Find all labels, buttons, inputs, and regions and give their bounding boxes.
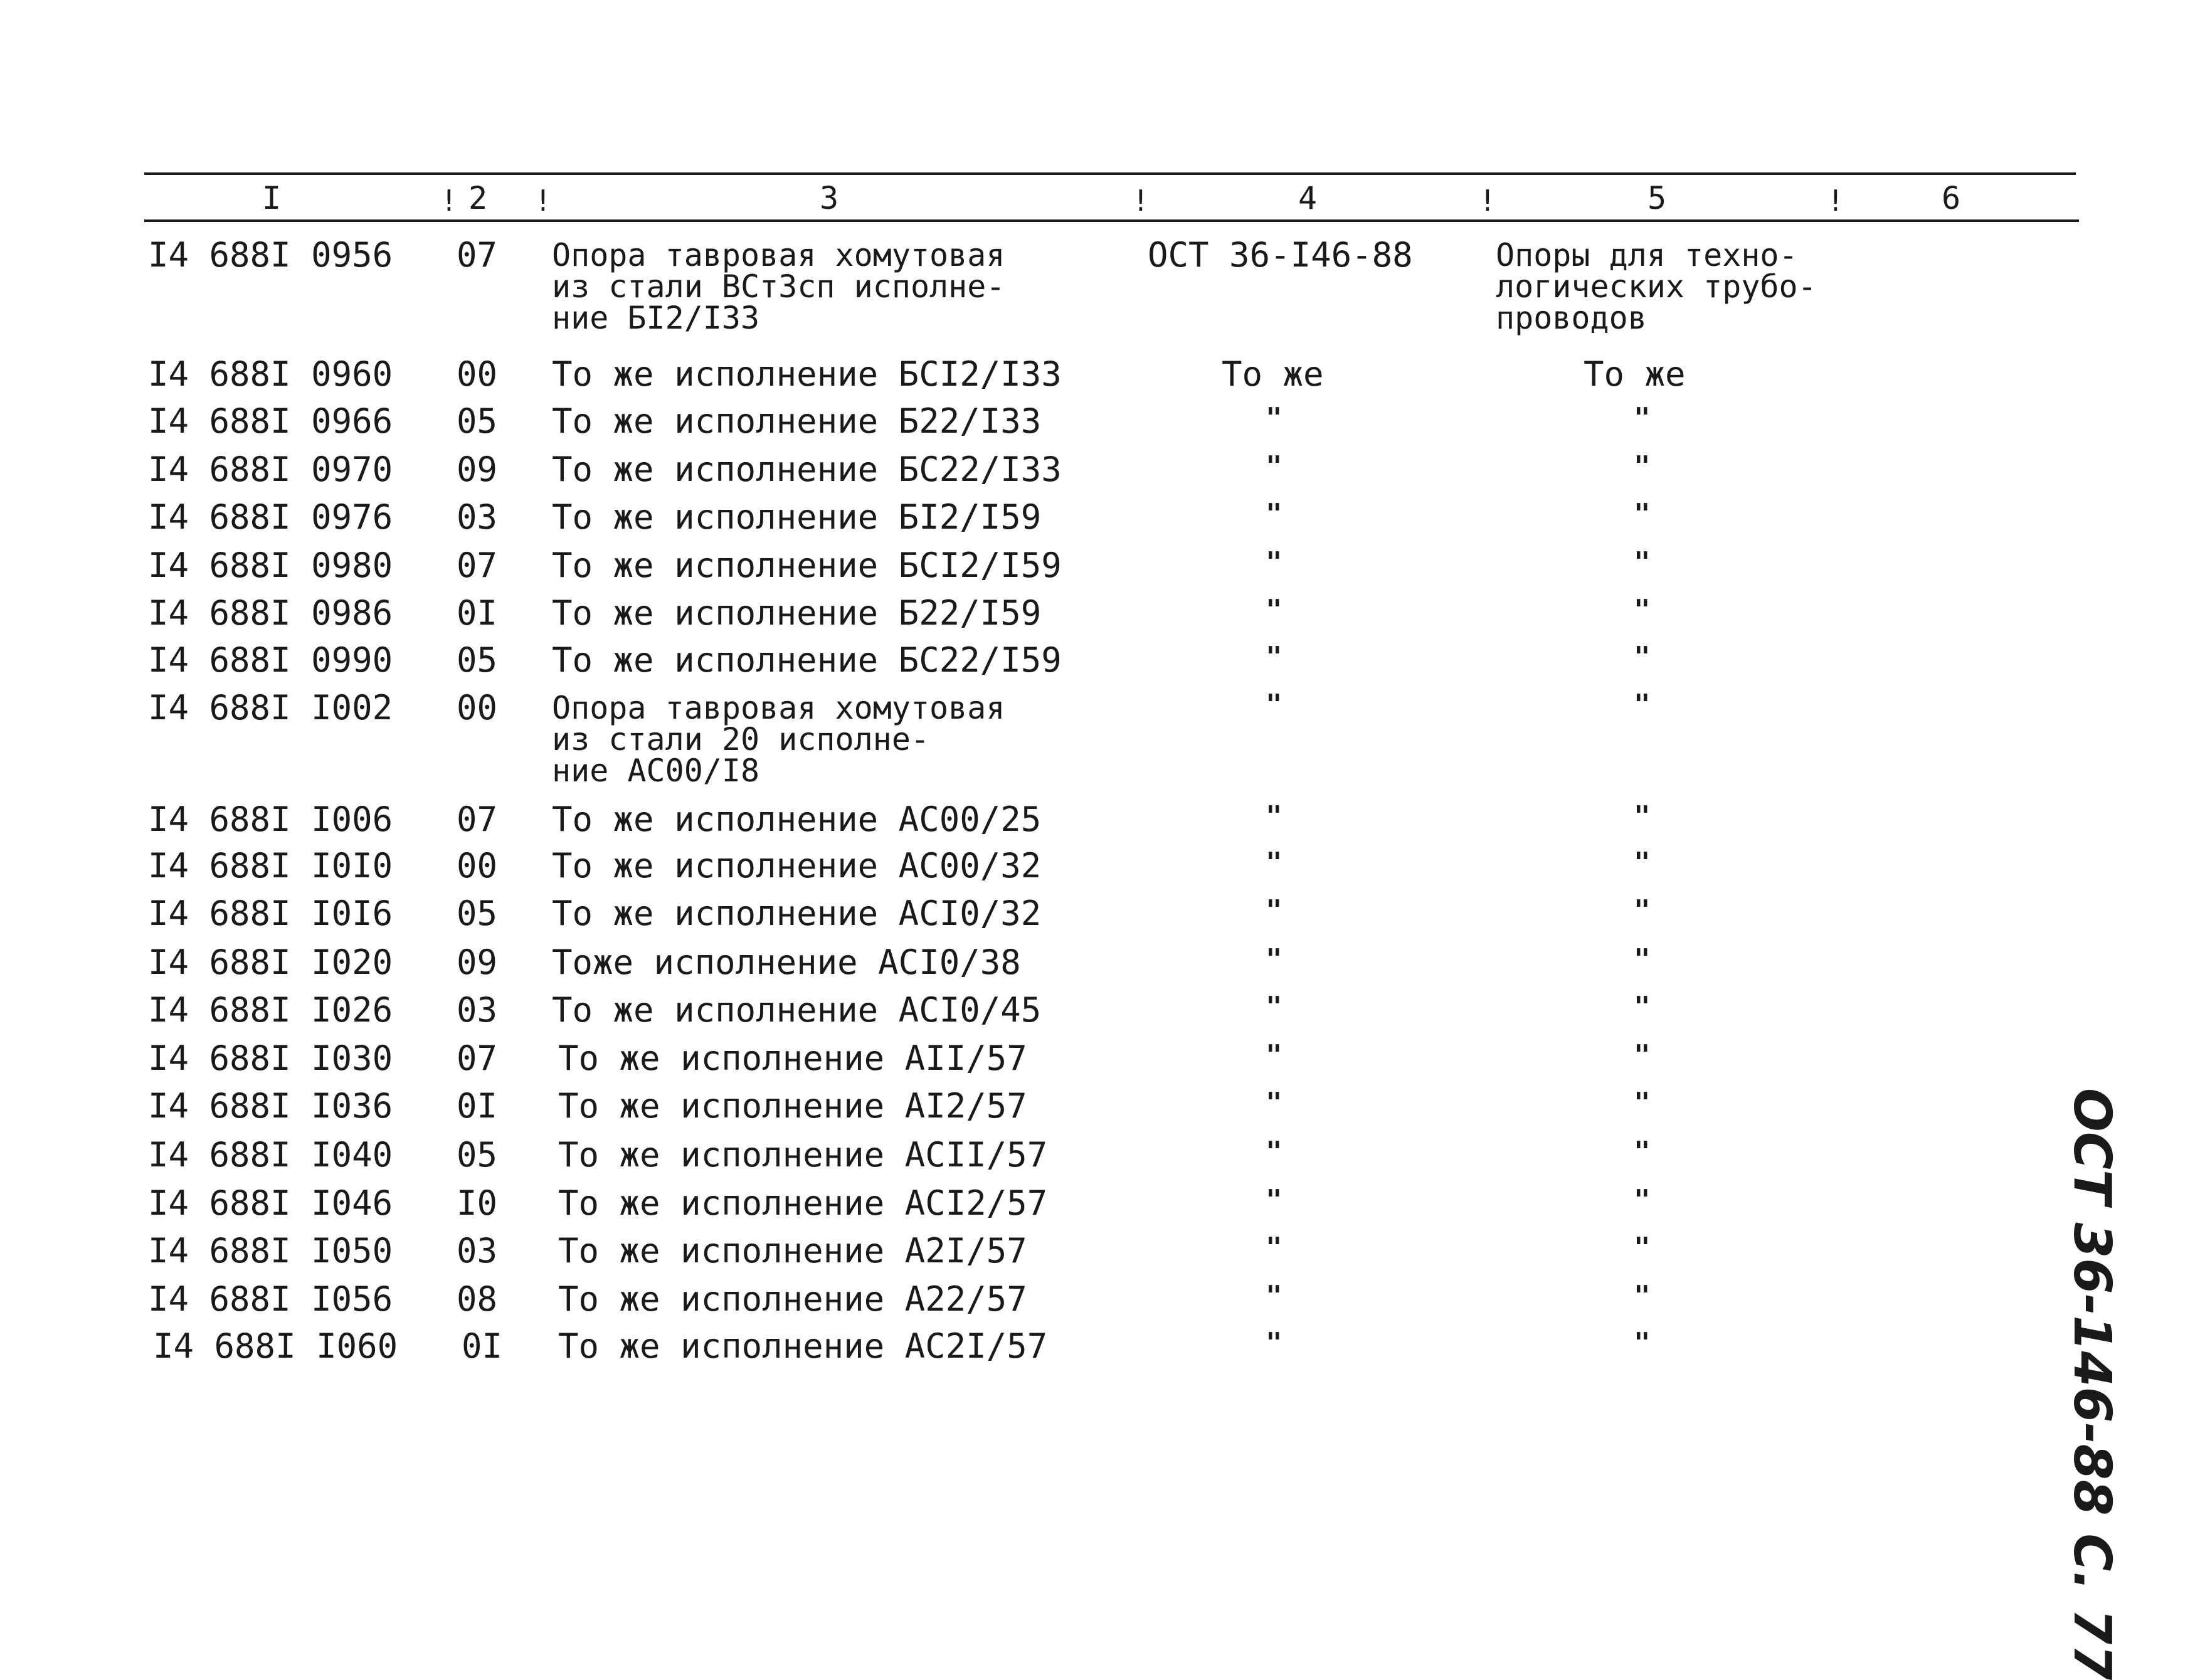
table-cell-code: I4 688I I056	[148, 1279, 393, 1319]
table-cell-num: 05	[457, 401, 498, 441]
table-cell-note: "	[1634, 546, 1651, 578]
column-separator: !	[1827, 184, 1844, 218]
table-cell-note: Опоры для техно- логических трубо- проводов	[1496, 237, 1817, 336]
table-cell-num: 05	[457, 640, 498, 680]
table-cell-note: "	[1634, 1280, 1651, 1312]
table-cell-code: I4 688I I046	[148, 1183, 393, 1223]
table-cell-name: То же исполнение АI2/57	[558, 1086, 1027, 1126]
table-cell-note: "	[1634, 1039, 1651, 1071]
table-cell-note: "	[1634, 450, 1651, 482]
table-top-rule	[144, 172, 2076, 175]
column-header-6: 6	[1942, 180, 1961, 216]
table-cell-name: То же исполнение АСII/57	[558, 1135, 1048, 1175]
table-cell-name: То же исполнение АС2I/57	[558, 1326, 1048, 1366]
table-cell-num: 07	[457, 1038, 498, 1078]
table-cell-note: "	[1634, 943, 1651, 975]
table-cell-name: То же исполнение АСI0/45	[552, 990, 1042, 1030]
table-cell-code: I4 688I I002	[148, 688, 393, 727]
table-cell-name: То же исполнение БСI2/I33	[552, 354, 1062, 394]
column-separator: !	[1132, 184, 1150, 218]
table-cell-num: 0I	[462, 1326, 503, 1366]
table-cell-num: 07	[457, 546, 498, 585]
table-cell-num: 05	[457, 894, 498, 933]
table-cell-name: То же исполнение БС22/I33	[552, 450, 1062, 489]
table-cell-name: Опора тавровая хомутовая из стали 20 исполне- ние АС00/I8	[552, 690, 1005, 789]
table-cell-doc: "	[1266, 1039, 1282, 1071]
table-cell-note: "	[1634, 1087, 1651, 1119]
table-cell-note: "	[1634, 402, 1651, 434]
table-cell-code: I4 688I I040	[148, 1135, 393, 1175]
table-cell-doc: "	[1266, 450, 1282, 482]
table-cell-name: Опора тавровая хомутовая из стали ВСт3сп исполне- ние БI2/I33	[552, 237, 1005, 336]
table-cell-num: I0	[457, 1183, 498, 1223]
table-cell-note: "	[1634, 1232, 1651, 1264]
table-cell-note: "	[1634, 991, 1651, 1023]
table-cell-name: То же исполнение Б22/I59	[552, 593, 1042, 633]
table-cell-note: "	[1634, 894, 1651, 926]
table-cell-num: 07	[457, 235, 498, 275]
table-cell-code: I4 688I I036	[148, 1086, 393, 1126]
table-cell-name: То же исполнение А22/57	[558, 1279, 1027, 1319]
table-cell-code: I4 688I 0990	[148, 640, 393, 680]
table-cell-num: 03	[457, 990, 498, 1030]
table-cell-name: Тоже исполнение АСI0/38	[552, 943, 1021, 982]
table-cell-doc: ОСТ 36-I46-88	[1148, 235, 1413, 275]
table-cell-note: "	[1634, 594, 1651, 626]
table-cell-num: 07	[457, 800, 498, 839]
table-cell-doc: То же	[1222, 354, 1324, 394]
table-cell-name: То же исполнение АСI2/57	[558, 1183, 1048, 1223]
table-cell-code: I4 688I I030	[148, 1038, 393, 1078]
table-cell-code: I4 688I 0966	[148, 401, 393, 441]
table-cell-doc: "	[1266, 894, 1282, 926]
table-cell-doc: "	[1266, 800, 1282, 832]
table-cell-note: "	[1634, 641, 1651, 673]
column-header-5: 5	[1647, 180, 1667, 216]
table-cell-code: I4 688I 0980	[148, 546, 393, 585]
table-cell-code: I4 688I 0986	[148, 593, 393, 633]
column-header-4: 4	[1298, 180, 1318, 216]
table-cell-num: 09	[457, 943, 498, 982]
table-cell-name: То же исполнение БСI2/I59	[552, 546, 1062, 585]
table-cell-num: 0I	[457, 593, 498, 633]
table-cell-note: "	[1634, 689, 1651, 721]
table-cell-name: То же исполнение АСI0/32	[552, 894, 1042, 933]
table-cell-code: I4 688I 0976	[148, 497, 393, 537]
table-cell-doc: "	[1266, 498, 1282, 530]
table-cell-doc: "	[1266, 1136, 1282, 1168]
table-header-rule	[144, 219, 2079, 222]
table-cell-name: То же исполнение АII/57	[558, 1038, 1027, 1078]
table-cell-num: 08	[457, 1279, 498, 1319]
table-cell-code: I4 688I I020	[148, 943, 393, 982]
table-cell-note: "	[1634, 1136, 1651, 1168]
table-cell-doc: "	[1266, 847, 1282, 879]
table-cell-code: I4 688I 0956	[148, 235, 393, 275]
table-cell-num: 0I	[457, 1086, 498, 1126]
table-cell-doc: "	[1266, 1087, 1282, 1119]
table-cell-doc: "	[1266, 1327, 1282, 1359]
column-header-1: I	[262, 180, 282, 216]
column-separator: !	[1479, 184, 1496, 218]
column-header-3: 3	[820, 180, 839, 216]
table-cell-num: 00	[457, 846, 498, 885]
table-cell-num: 09	[457, 450, 498, 489]
table-cell-num: 00	[457, 354, 498, 394]
table-cell-code: I4 688I I0I0	[148, 846, 393, 885]
table-cell-note: То же	[1584, 354, 1686, 394]
table-cell-code: I4 688I I006	[148, 800, 393, 839]
table-cell-num: 00	[457, 688, 498, 727]
table-cell-note: "	[1634, 498, 1651, 530]
table-cell-doc: "	[1266, 1280, 1282, 1312]
table-cell-doc: "	[1266, 1184, 1282, 1216]
table-cell-name: То же исполнение БС22/I59	[552, 640, 1062, 680]
table-cell-name: То же исполнение Б22/I33	[552, 401, 1042, 441]
table-cell-name: То же исполнение А2I/57	[558, 1231, 1027, 1271]
table-cell-doc: "	[1266, 1232, 1282, 1264]
table-cell-name: То же исполнение АС00/32	[552, 846, 1042, 885]
table-cell-name: То же исполнение БI2/I59	[552, 497, 1042, 537]
column-separator: !	[440, 184, 458, 218]
table-cell-code: I4 688I I026	[148, 990, 393, 1030]
table-cell-doc: "	[1266, 689, 1282, 721]
table-cell-code: I4 688I 0970	[148, 450, 393, 489]
table-cell-code: I4 688I I050	[148, 1231, 393, 1271]
table-cell-num: 03	[457, 1231, 498, 1271]
column-separator: !	[534, 184, 552, 218]
column-header-2: 2	[468, 180, 488, 216]
table-cell-note: "	[1634, 800, 1651, 832]
table-cell-note: "	[1634, 847, 1651, 879]
table-cell-doc: "	[1266, 594, 1282, 626]
table-cell-note: "	[1634, 1184, 1651, 1216]
table-cell-doc: "	[1266, 546, 1282, 578]
table-cell-note: "	[1634, 1327, 1651, 1359]
table-cell-doc: "	[1266, 943, 1282, 975]
table-cell-code: I4 688I I060	[153, 1326, 398, 1366]
table-cell-code: I4 688I I0I6	[148, 894, 393, 933]
table-cell-doc: "	[1266, 991, 1282, 1023]
table-cell-doc: "	[1266, 402, 1282, 434]
margin-document-number: ОСТ 36-146-88 С. 77	[2062, 1088, 2122, 1680]
table-cell-num: 03	[457, 497, 498, 537]
table-cell-code: I4 688I 0960	[148, 354, 393, 394]
table-cell-doc: "	[1266, 641, 1282, 673]
table-cell-num: 05	[457, 1135, 498, 1175]
table-cell-name: То же исполнение АС00/25	[552, 800, 1042, 839]
